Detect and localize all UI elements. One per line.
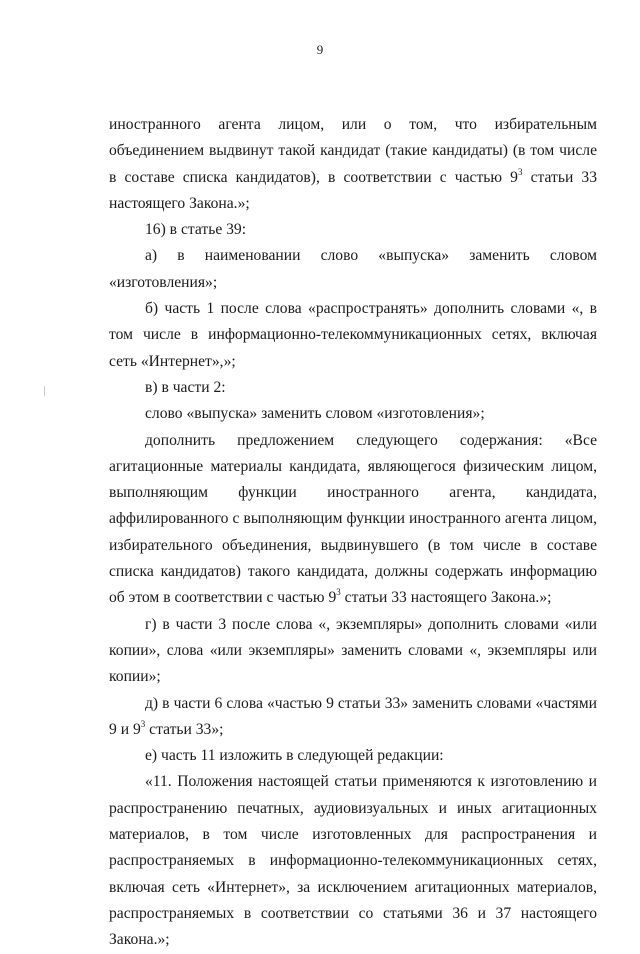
text-run: д) в части 6 слова «частью 9 статьи 33» заменить словами «частями 9 и 9 xyxy=(109,694,597,738)
text-run: б) часть 1 после слова «распространять» дополнить словами «, в том числе в информационно-телекоммуникационных сетях, включая сеть «Интернет»,»; xyxy=(109,300,597,370)
page-number: 9 xyxy=(316,42,324,57)
text-run: е) часть 11 изложить в следующей редакции: xyxy=(145,747,444,765)
paragraph xyxy=(109,769,597,953)
paragraph xyxy=(109,375,597,401)
paragraph xyxy=(109,243,597,296)
text-run: иностранного агента лицом, или о том, что избирательным объединением выдвинут такой кандидат (такие кандидаты) (в том числе в составе списка кандидатов), в соответствии с частью 9 xyxy=(109,116,597,186)
text-run: г) в части 3 после слова «, экземпляры» дополнить словами «или копии», слова «или экземпляры» заменить словами «, экземпляры или копии»; xyxy=(109,615,597,686)
paragraph xyxy=(109,428,597,612)
document-body xyxy=(109,112,597,954)
text-run: статьи 33 настоящего Закона.»; xyxy=(340,589,552,607)
text-run: слово «выпуска» заменить словом «изготовления»; xyxy=(145,405,485,423)
paragraph xyxy=(109,612,597,691)
superscript: 3 xyxy=(140,718,146,729)
text-run: статьи 33»; xyxy=(145,720,224,738)
superscript: 3 xyxy=(336,587,341,598)
text-run: а) в наименовании слово «выпуска» заменить словом «изготовления»; xyxy=(109,247,597,291)
text-run: в) в части 2: xyxy=(145,378,226,396)
margin-mark xyxy=(44,386,45,396)
text-run: дополнить предложением следующего содержания: «Все агитационные материалы кандидата, являющегося физическим лицом, выполняющим функции иностранного агента, кандидата, аффилированного с выполняющим функции иностранного агента лицом, избирательного объединения, выдвинувшего (в том числе в составе списка кандидатов) такого кандидата, должны содержать информацию об этом в соответствии с частью 9 xyxy=(109,431,597,607)
paragraph xyxy=(109,743,597,769)
paragraph xyxy=(109,296,597,375)
paragraph xyxy=(109,691,597,744)
superscript: 3 xyxy=(517,166,523,177)
paragraph xyxy=(109,217,597,243)
text-run: 16) в статье 39: xyxy=(145,221,247,239)
text-run: «11. Положения настоящей статьи применяются к изготовлению и распространению печатных, аудиовизуальных и иных агитационных материалов, в том числе изготовленных для распространения и распространяемых в информационно-телекоммуникационных сетях, включая сеть «Интернет», за исключением агитационных материалов, распространяемых в соответствии со статьями 36 и 37 настоящего Закона.»; xyxy=(109,773,597,949)
text-run: статьи 33 настоящего Закона.»; xyxy=(109,168,598,212)
paragraph xyxy=(109,401,597,427)
paragraph xyxy=(109,112,597,217)
